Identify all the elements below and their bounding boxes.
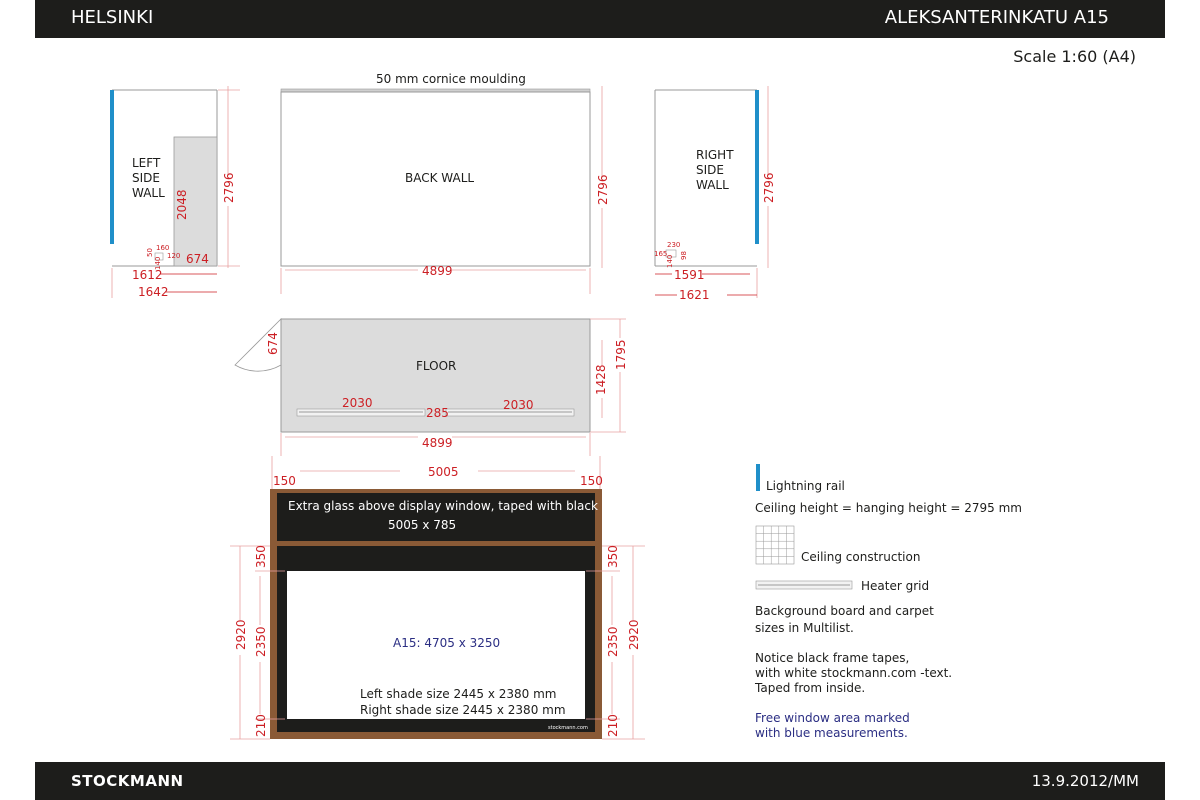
brand-logo: STOCKMANN <box>71 772 184 790</box>
right-outlet-b: 140 <box>666 254 674 268</box>
floor-width: 4899 <box>422 436 453 450</box>
legend-board-note-1: Background board and carpet <box>755 604 934 618</box>
footer-date: 13.9.2012/MM <box>1031 772 1139 790</box>
back-wall-label: BACK WALL <box>405 171 475 185</box>
left-outlet-a: 50 <box>146 248 154 257</box>
address-title: ALEKSANTERINKATU A15 <box>884 7 1109 28</box>
right-side-wall <box>654 86 776 302</box>
extra-glass-size: 5005 x 785 <box>388 518 457 532</box>
right-outlet-a: 165 <box>654 250 668 258</box>
cornice-note: 50 mm cornice moulding <box>376 72 526 86</box>
floor-depth-inner: 1428 <box>594 364 608 395</box>
legend-lightning-rail: Lightning rail <box>766 479 845 493</box>
legend-frame-note-3: Taped from inside. <box>755 681 866 695</box>
window-band-right: 350 <box>606 545 620 568</box>
back-wall-width: 4899 <box>422 264 453 278</box>
left-wall-panel-width: 674 <box>186 252 209 266</box>
floor-label: FLOOR <box>416 359 457 373</box>
window-height-right: 2350 <box>606 626 620 657</box>
floor-plan <box>235 319 628 456</box>
legend-frame-note-2: with white stockmann.com -text. <box>755 666 953 680</box>
window-total-height-left: 2920 <box>234 619 248 650</box>
right-wall-width-inner: 1591 <box>674 268 705 282</box>
legend-ceiling-height: Ceiling height = hanging height = 2795 mm <box>755 501 1022 515</box>
right-outlet-h: 98 <box>680 251 688 260</box>
left-outlet-w: 160 <box>156 244 170 252</box>
floor-depth-outer: 1795 <box>614 339 628 370</box>
left-shade-size: Left shade size 2445 x 2380 mm <box>360 687 557 701</box>
legend-frame-note-1: Notice black frame tapes, <box>755 651 910 665</box>
left-wall-label-1: LEFT <box>132 156 161 170</box>
legend-board-note-2: sizes in Multilist. <box>755 621 854 635</box>
heater-right-length: 2030 <box>503 398 534 412</box>
ceiling-construction-icon <box>756 526 794 564</box>
lightning-rail-left <box>110 90 114 244</box>
window-base-left: 210 <box>254 714 268 737</box>
right-wall-label-3: WALL <box>696 178 729 192</box>
legend-free-area-1: Free window area marked <box>755 711 910 725</box>
left-wall-label-3: WALL <box>132 186 165 200</box>
window-mullion <box>277 541 595 546</box>
left-wall-width-inner: 1612 <box>132 268 163 282</box>
window-base-right: 210 <box>606 714 620 737</box>
right-wall-label-1: RIGHT <box>696 148 734 162</box>
scale-label: Scale 1:60 (A4) <box>1013 47 1136 66</box>
window-total-height-right: 2920 <box>627 619 641 650</box>
left-outlet-b: 140 <box>154 256 162 270</box>
window-total-width: 5005 <box>428 465 459 479</box>
left-wall-width-outer: 1642 <box>138 285 169 299</box>
legend-heater-grid: Heater grid <box>861 579 930 593</box>
window-area-label: A15: 4705 x 3250 <box>393 636 501 650</box>
legend-free-area-2: with blue measurements. <box>755 726 908 740</box>
left-side-wall <box>110 86 240 299</box>
back-wall-height: 2796 <box>596 174 610 205</box>
window-elevation <box>230 456 671 739</box>
window-side-right: 150 <box>580 474 603 488</box>
heater-left-length: 2030 <box>342 396 373 410</box>
extra-glass-note: Extra glass above display window, taped with black glossy tape <box>288 499 671 513</box>
lightning-rail-right <box>755 90 759 244</box>
left-wall-panel-height: 2048 <box>175 189 189 220</box>
footer-bar <box>35 762 1165 800</box>
right-wall-width-outer: 1621 <box>679 288 710 302</box>
right-shade-size: Right shade size 2445 x 2380 mm <box>360 703 566 717</box>
left-wall-height: 2796 <box>222 172 236 203</box>
legend-ceiling-construction: Ceiling construction <box>801 550 921 564</box>
window-height-left: 2350 <box>254 626 268 657</box>
lightning-rail-swatch <box>756 464 760 491</box>
window-band-left: 350 <box>254 545 268 568</box>
right-wall-label-2: SIDE <box>696 163 724 177</box>
floor-door-width: 674 <box>266 332 280 355</box>
right-outlet-w: 230 <box>667 241 681 249</box>
left-outlet-h: 120 <box>167 252 181 260</box>
left-wall-label-2: SIDE <box>132 171 160 185</box>
frame-tape-text: stockmann.com <box>548 725 588 731</box>
legend <box>754 464 1022 740</box>
right-wall-height: 2796 <box>762 172 776 203</box>
window-side-left: 150 <box>273 474 296 488</box>
back-wall <box>281 72 610 294</box>
city-title: HELSINKI <box>71 7 154 28</box>
heater-gap: 285 <box>426 406 449 420</box>
